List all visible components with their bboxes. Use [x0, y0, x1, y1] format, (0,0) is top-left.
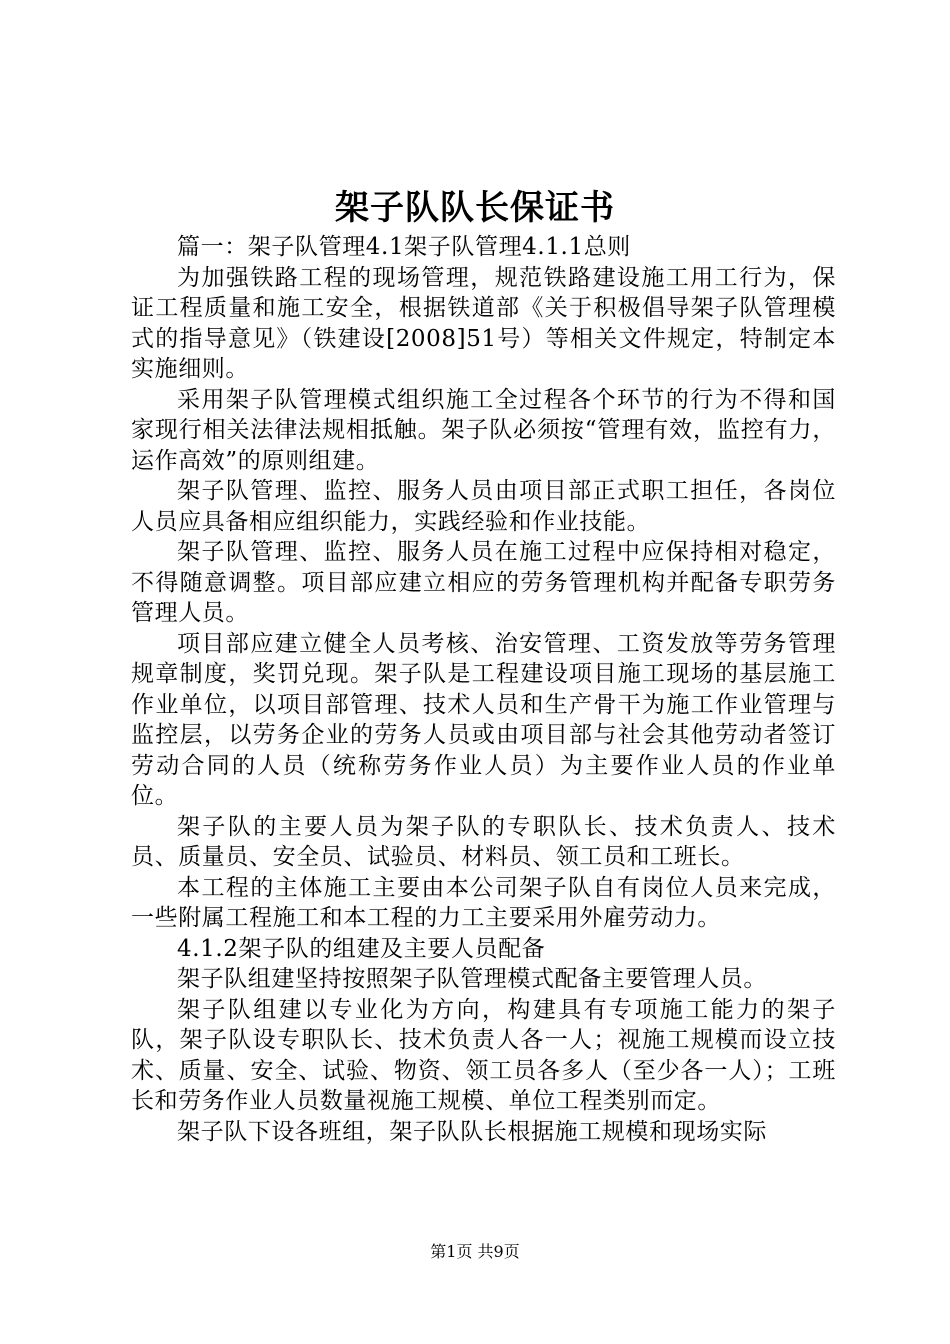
paragraph: 架子队组建以专业化为方向，构建具有专项施工能力的架子队，架子队设专职队长、技术负责人各一人；视施工规模而设立技术、质量、安全、试验、物资、领工员各多人（至少各一人）；工班长和劳务作业人员数量视施工规模、单位工程类别而定。 [131, 996, 836, 1114]
paragraph: 架子队组建坚持按照架子队管理模式配备主要管理人员。 [177, 966, 767, 992]
paragraph: 篇一：架子队管理4.1架子队管理4.1.1总则 [177, 234, 631, 260]
paragraph: 架子队管理、监控、服务人员由项目部正式职工担任，各岗位人员应具备相应组织能力，实践经验和作业技能。 [131, 478, 836, 535]
paragraph: 项目部应建立健全人员考核、治安管理、工资发放等劳务管理规章制度，奖罚兑现。架子队是工程建设项目施工现场的基层施工作业单位，以项目部管理、技术人员和生产骨干为施工作业管理与监控层，以劳务企业的劳务人员或由项目部与社会其他劳动者签订劳动合同的人员（统称劳务作业人员）为主要作业人员的作业单位。 [131, 630, 836, 809]
document-body [131, 232, 836, 1147]
paragraph: 架子队管理、监控、服务人员在施工过程中应保持相对稳定，不得随意调整。项目部应建立相应的劳务管理机构并配备专职劳务管理人员。 [131, 539, 836, 626]
document-title: 架子队队长保证书 [335, 188, 615, 228]
page-number-footer: 第1页 共9页 [430, 1242, 520, 1261]
section-heading: 4.1.2架子队的组建及主要人员配备 [177, 935, 546, 962]
paragraph: 架子队的主要人员为架子队的专职队长、技术负责人、技术员、质量员、安全员、试验员、材料员、领工员和工班长。 [131, 813, 836, 870]
paragraph: 采用架子队管理模式组织施工全过程各个环节的行为不得和国家现行相关法律法规相抵触。架子队必须按“管理有效，监控有力，运作高效”的原则组建。 [131, 386, 836, 474]
paragraph: 为加强铁路工程的现场管理，规范铁路建设施工用工行为，保证工程质量和施工安全，根据铁道部《关于积极倡导架子队管理模式的指导意见》（铁建设[2008]51号）等相关文件规定，特制定本实施细则。 [131, 264, 836, 382]
paragraph: 本工程的主体施工主要由本公司架子队自有岗位人员来完成，一些附属工程施工和本工程的力工主要采用外雇劳动力。 [131, 874, 836, 931]
paragraph: 架子队下设各班组，架子队队长根据施工规模和现场实际 [177, 1118, 767, 1145]
